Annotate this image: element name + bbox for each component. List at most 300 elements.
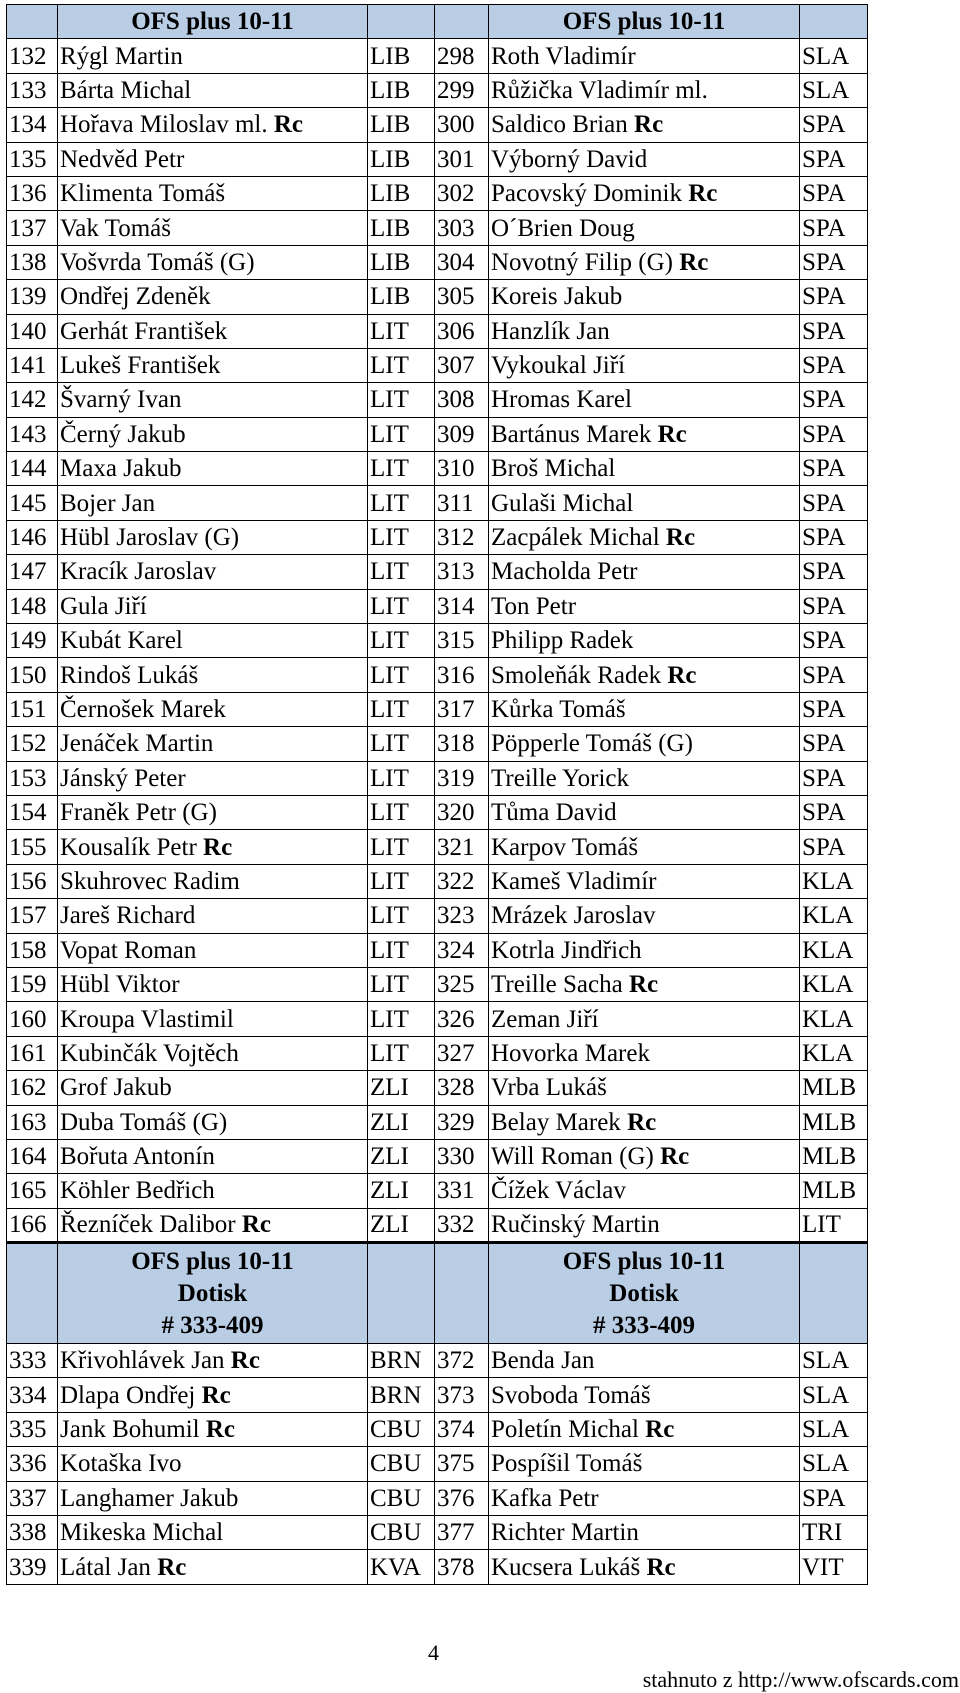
table-row [7, 1174, 868, 1208]
team-code: SPA [800, 520, 868, 554]
card-number: 139 [7, 280, 58, 314]
rookie-card-badge: Rc [628, 971, 659, 999]
player-name [58, 417, 368, 451]
player-name-text: Jánský Peter [60, 764, 186, 792]
player-name-text: Kubinčák Vojtěch [60, 1039, 239, 1067]
player-name [58, 176, 368, 210]
team-code: BRN [368, 1378, 435, 1412]
card-number: 335 [7, 1412, 58, 1446]
player-name [489, 1002, 800, 1036]
player-name-text: Smoleňák Radek [491, 661, 662, 689]
card-number: 146 [7, 520, 58, 554]
table-row [7, 176, 868, 210]
team-code: MLB [800, 1139, 868, 1173]
team-code: CBU [368, 1516, 435, 1550]
card-number: 306 [435, 314, 489, 348]
table-row [7, 1208, 868, 1242]
team-code: SPA [800, 452, 868, 486]
card-number: 312 [435, 520, 489, 554]
rookie-card-badge: Rc [203, 833, 233, 861]
table-row [7, 830, 868, 864]
table-row [7, 727, 868, 761]
table-row [7, 280, 868, 314]
table-row [7, 589, 868, 623]
player-name [58, 1447, 368, 1481]
section-title [58, 1243, 368, 1344]
player-name-text: Lukeš František [60, 352, 221, 380]
team-code: LIT [368, 383, 435, 417]
card-number: 165 [7, 1174, 58, 1208]
card-number: 336 [7, 1447, 58, 1481]
player-name-text: Švarný Ivan [60, 386, 182, 414]
player-name [58, 555, 368, 589]
team-code: LIT [368, 692, 435, 726]
card-number: 323 [435, 899, 489, 933]
player-name-text: Mikeska Michal [60, 1519, 224, 1547]
player-name-text: Duba Tomáš (G) [60, 1108, 228, 1136]
header-blank [368, 5, 435, 39]
card-number: 147 [7, 555, 58, 589]
team-code: SPA [800, 486, 868, 520]
team-code: SPA [800, 383, 868, 417]
player-name-text: Kracík Jaroslav [60, 558, 217, 586]
player-name [489, 73, 800, 107]
card-number: 303 [435, 211, 489, 245]
card-number: 326 [435, 1002, 489, 1036]
player-name-text: Řezníček Dalibor [60, 1211, 236, 1239]
table-row [7, 864, 868, 898]
player-name [58, 1516, 368, 1550]
rookie-card-badge: Rc [679, 248, 709, 276]
team-code: KLA [800, 1002, 868, 1036]
team-code: SLA [800, 73, 868, 107]
header-title-left: OFS plus 10-11 [58, 5, 368, 39]
team-code: SPA [800, 417, 868, 451]
team-code: SPA [800, 658, 868, 692]
player-name-text: Tůma David [491, 799, 617, 827]
player-name [489, 864, 800, 898]
card-number: 376 [435, 1481, 489, 1515]
section-header-row [7, 1243, 868, 1344]
header-blank [800, 1243, 868, 1344]
player-name-text: Karpov Tomáš [491, 833, 639, 861]
player-name [58, 864, 368, 898]
player-name-text: Vykoukal Jiří [491, 352, 626, 380]
table-row [7, 967, 868, 1001]
team-code: SPA [800, 211, 868, 245]
player-name [489, 761, 800, 795]
player-name [489, 589, 800, 623]
team-code: LIB [368, 39, 435, 73]
card-number: 331 [435, 1174, 489, 1208]
team-code: ZLI [368, 1208, 435, 1242]
player-name-text: Poletín Michal [491, 1416, 639, 1444]
team-code: SLA [800, 1412, 868, 1446]
player-name [58, 245, 368, 279]
card-number: 316 [435, 658, 489, 692]
player-name [58, 658, 368, 692]
player-name-text: Gulaši Michal [491, 489, 634, 517]
team-code: SLA [800, 39, 868, 73]
player-name [489, 795, 800, 829]
player-name-text: Látal Jan [60, 1553, 151, 1581]
player-name [489, 1550, 800, 1584]
player-name [58, 1036, 368, 1070]
team-code: KLA [800, 899, 868, 933]
rookie-card-badge: Rc [665, 524, 696, 552]
player-name [489, 1071, 800, 1105]
card-number: 136 [7, 176, 58, 210]
player-name [489, 1447, 800, 1481]
header-blank [368, 1243, 435, 1344]
player-name [58, 795, 368, 829]
team-code: KLA [800, 1036, 868, 1070]
table-row [7, 624, 868, 658]
team-code: CBU [368, 1481, 435, 1515]
player-name [58, 1002, 368, 1036]
team-code: LIB [368, 73, 435, 107]
player-name-text: Bárta Michal [60, 76, 192, 104]
team-code: VIT [800, 1550, 868, 1584]
player-name [489, 1412, 800, 1446]
rookie-card-badge: Rc [657, 420, 687, 448]
player-name-text: Skuhrovec Radim [60, 867, 240, 895]
card-number: 152 [7, 727, 58, 761]
team-code: LIT [368, 761, 435, 795]
card-number: 325 [435, 967, 489, 1001]
player-name-text: Jank Bohumil [60, 1416, 200, 1444]
card-number: 375 [435, 1447, 489, 1481]
rookie-card-badge: Rc [273, 111, 304, 139]
team-code: SPA [800, 348, 868, 382]
team-code: CBU [368, 1412, 435, 1446]
team-code: LIB [368, 245, 435, 279]
player-name-text: Will Roman (G) [491, 1143, 654, 1171]
card-number: 150 [7, 658, 58, 692]
player-name-text: Broš Michal [491, 455, 616, 483]
player-name-text: Maxa Jakub [60, 455, 182, 483]
player-name-text: Vopat Roman [60, 936, 197, 964]
table-row [7, 417, 868, 451]
player-name-text: Jenáček Martin [60, 730, 214, 758]
card-number: 373 [435, 1378, 489, 1412]
card-number: 304 [435, 245, 489, 279]
team-code: ZLI [368, 1071, 435, 1105]
team-code: LIT [368, 830, 435, 864]
player-name-text: Kameš Vladimír [491, 867, 657, 895]
player-name-text: Čížek Václav [491, 1177, 626, 1205]
player-name-text: Klimenta Tomáš [60, 180, 226, 208]
player-name-text: Pospíšil Tomáš [491, 1450, 643, 1478]
card-number: 142 [7, 383, 58, 417]
team-code: ZLI [368, 1174, 435, 1208]
card-number: 163 [7, 1105, 58, 1139]
team-code: CBU [368, 1447, 435, 1481]
card-number: 300 [435, 108, 489, 142]
player-name-text: Svoboda Tomáš [491, 1381, 651, 1409]
player-name-text: Růžička Vladimír ml. [491, 76, 708, 104]
rookie-card-badge: Rc [645, 1416, 675, 1444]
player-name-text: Roth Vladimír [491, 42, 636, 70]
team-code: SLA [800, 1344, 868, 1378]
player-name [489, 211, 800, 245]
team-code: LIB [368, 142, 435, 176]
player-name-text: Philipp Radek [491, 627, 634, 655]
table-row [7, 1550, 868, 1584]
card-number: 299 [435, 73, 489, 107]
player-name [58, 692, 368, 726]
card-number: 329 [435, 1105, 489, 1139]
team-code: LIT [368, 520, 435, 554]
table-row [7, 314, 868, 348]
team-code: SLA [800, 1447, 868, 1481]
header-blank [7, 5, 58, 39]
team-code: LIB [368, 280, 435, 314]
team-code: LIT [368, 967, 435, 1001]
player-name-text: Gerhát František [60, 317, 228, 345]
team-code: LIT [368, 589, 435, 623]
checklist-table [6, 4, 868, 1585]
card-number: 156 [7, 864, 58, 898]
card-number: 309 [435, 417, 489, 451]
section-title [489, 1243, 800, 1344]
player-name [58, 452, 368, 486]
team-code: LIT [368, 727, 435, 761]
table-row [7, 1344, 868, 1378]
card-number: 149 [7, 624, 58, 658]
player-name [58, 899, 368, 933]
player-name [489, 692, 800, 726]
player-name [489, 933, 800, 967]
player-name-text: Křivohlávek Jan [60, 1347, 225, 1375]
player-name [489, 1139, 800, 1173]
player-name [489, 108, 800, 142]
player-name [489, 1481, 800, 1515]
card-number: 137 [7, 211, 58, 245]
player-name [489, 452, 800, 486]
card-number: 314 [435, 589, 489, 623]
player-name-text: Bojer Jan [60, 489, 156, 517]
team-code: SPA [800, 830, 868, 864]
card-number: 311 [435, 486, 489, 520]
player-name [58, 108, 368, 142]
card-number: 327 [435, 1036, 489, 1070]
player-name-text: Treille Yorick [491, 764, 629, 792]
rookie-card-badge: Rc [646, 1553, 676, 1581]
player-name-text: Hořava Miloslav ml. [60, 111, 268, 139]
player-name-text: Zeman Jiří [491, 1005, 599, 1033]
table-row [7, 1516, 868, 1550]
team-code: LIT [368, 899, 435, 933]
player-name [58, 73, 368, 107]
player-name [58, 39, 368, 73]
player-name [58, 727, 368, 761]
player-name-text: Bořuta Antonín [60, 1143, 215, 1171]
player-name-text: Treille Sacha [491, 971, 623, 999]
rookie-card-badge: Rc [634, 111, 664, 139]
player-name [489, 624, 800, 658]
table-row [7, 142, 868, 176]
player-name [58, 1344, 368, 1378]
player-name [489, 727, 800, 761]
player-name-text: Hromas Karel [491, 386, 632, 414]
player-name-text: Mrázek Jaroslav [491, 902, 656, 930]
table-row [7, 486, 868, 520]
player-name [58, 486, 368, 520]
player-name-text: Dlapa Ondřej [60, 1381, 196, 1409]
source-footer: stahnuto z http://www.ofscards.com [642, 1667, 959, 1692]
player-name [489, 830, 800, 864]
card-number: 372 [435, 1344, 489, 1378]
card-number: 148 [7, 589, 58, 623]
section-title-line: OFS plus 10-11 [131, 1247, 294, 1275]
team-code: ZLI [368, 1105, 435, 1139]
player-name-text: Černošek Marek [60, 696, 226, 723]
player-name-text: Černý Jakub [60, 420, 186, 448]
card-number: 324 [435, 933, 489, 967]
player-name [58, 761, 368, 795]
player-name-text: Hanzlík Jan [491, 317, 610, 345]
team-code: LIT [368, 348, 435, 382]
player-name [58, 967, 368, 1001]
player-name [489, 1036, 800, 1070]
player-name [58, 1174, 368, 1208]
player-name-text: Vrba Lukáš [491, 1074, 607, 1102]
player-name-text: Koreis Jakub [491, 283, 623, 311]
player-name-text: Macholda Petr [491, 558, 638, 586]
player-name [58, 1550, 368, 1584]
player-name-text: Bartánus Marek [491, 420, 652, 448]
card-number: 315 [435, 624, 489, 658]
team-code: SPA [800, 624, 868, 658]
section-range: # 333-409 [592, 1311, 696, 1339]
table-row [7, 108, 868, 142]
table-row [7, 383, 868, 417]
table-row [7, 1447, 868, 1481]
player-name [58, 383, 368, 417]
team-code: LIB [368, 176, 435, 210]
card-number: 133 [7, 73, 58, 107]
card-number: 339 [7, 1550, 58, 1584]
player-name-text: Grof Jakub [60, 1074, 172, 1102]
player-name [489, 383, 800, 417]
player-name [58, 211, 368, 245]
team-code: SPA [800, 142, 868, 176]
card-number: 138 [7, 245, 58, 279]
card-number: 317 [435, 692, 489, 726]
player-name-text: Pacovský Dominik [491, 180, 682, 208]
player-name-text: Vak Tomáš [60, 214, 171, 242]
player-name [58, 1481, 368, 1515]
team-code: KLA [800, 864, 868, 898]
card-number: 160 [7, 1002, 58, 1036]
player-name-text: Franěk Petr (G) [60, 799, 217, 827]
section-subtitle: Dotisk [177, 1279, 248, 1307]
team-code: LIB [368, 108, 435, 142]
player-name [58, 1208, 368, 1242]
card-number: 143 [7, 417, 58, 451]
team-code: SPA [800, 727, 868, 761]
player-name-text: Hovorka Marek [491, 1039, 650, 1067]
table-row [7, 692, 868, 726]
table-row [7, 555, 868, 589]
team-code: LIT [368, 1002, 435, 1036]
team-code: MLB [800, 1071, 868, 1105]
card-number: 320 [435, 795, 489, 829]
card-number: 307 [435, 348, 489, 382]
team-code: SPA [800, 245, 868, 279]
team-code: SPA [800, 555, 868, 589]
player-name [489, 1516, 800, 1550]
card-number: 159 [7, 967, 58, 1001]
card-number: 374 [435, 1412, 489, 1446]
player-name-text: Gula Jiří [60, 592, 147, 620]
player-name-text: Saldico Brian [491, 111, 628, 139]
player-name [489, 1378, 800, 1412]
card-number: 164 [7, 1139, 58, 1173]
team-code: SPA [800, 795, 868, 829]
player-name [58, 1139, 368, 1173]
card-number: 310 [435, 452, 489, 486]
table-row [7, 211, 868, 245]
player-name-text: Benda Jan [491, 1347, 595, 1375]
card-number: 328 [435, 1071, 489, 1105]
team-code: ZLI [368, 1139, 435, 1173]
player-name [489, 314, 800, 348]
card-number: 140 [7, 314, 58, 348]
table-row [7, 1036, 868, 1070]
team-code: MLB [800, 1174, 868, 1208]
team-code: SPA [800, 761, 868, 795]
player-name-text: Kotrla Jindřich [491, 936, 642, 964]
card-number: 134 [7, 108, 58, 142]
header-blank [800, 5, 868, 39]
player-name [489, 899, 800, 933]
player-name-text: Novotný Filip (G) [491, 248, 673, 276]
player-name-text: Jareš Richard [60, 902, 196, 930]
rookie-card-badge: Rc [157, 1553, 187, 1581]
player-name [58, 1071, 368, 1105]
team-code: LIT [368, 933, 435, 967]
card-number: 157 [7, 899, 58, 933]
card-number: 155 [7, 830, 58, 864]
player-name-text: Kroupa Vlastimil [60, 1005, 234, 1033]
player-name-text: Kotaška Ivo [60, 1450, 182, 1478]
team-code: MLB [800, 1105, 868, 1139]
rookie-card-badge: Rc [201, 1381, 231, 1409]
player-name [489, 1208, 800, 1242]
team-code: SLA [800, 1378, 868, 1412]
card-number: 332 [435, 1208, 489, 1242]
table-row [7, 348, 868, 382]
player-name [489, 1344, 800, 1378]
table-row [7, 761, 868, 795]
card-number: 141 [7, 348, 58, 382]
card-number: 145 [7, 486, 58, 520]
card-number: 305 [435, 280, 489, 314]
team-code: LIT [800, 1208, 868, 1242]
card-number: 308 [435, 383, 489, 417]
card-number: 378 [435, 1550, 489, 1584]
rookie-card-badge: Rc [688, 180, 718, 208]
player-name [58, 280, 368, 314]
card-number: 144 [7, 452, 58, 486]
team-code: LIT [368, 864, 435, 898]
team-code: SPA [800, 1481, 868, 1515]
rookie-card-badge: Rc [230, 1347, 260, 1375]
table-row [7, 1139, 868, 1173]
table-row [7, 1481, 868, 1515]
